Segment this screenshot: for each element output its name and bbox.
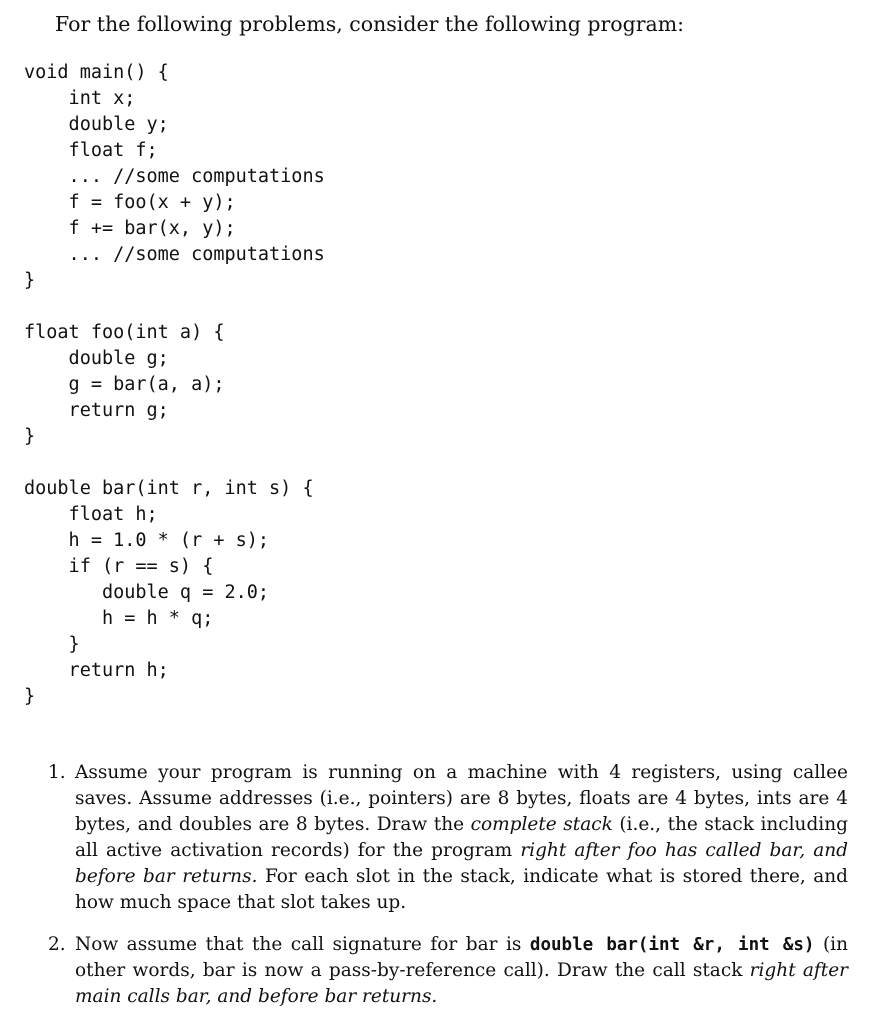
inline-code: double bar(int &r, int &s) <box>529 935 815 955</box>
problem-text: Now assume that the call signature for bar is <box>75 934 530 955</box>
code-line <box>24 294 325 320</box>
code-line: void main() { <box>24 62 169 83</box>
problem-list <box>48 760 848 1010</box>
problem-text: (in other words, bar is now a pass-by-reference call). Draw the call stack <box>75 934 849 981</box>
code-line: } <box>24 270 36 291</box>
emphasis-text: complete stack <box>470 814 613 835</box>
intro-text: For the following problems, consider the following program: <box>55 12 685 36</box>
problem-2 <box>48 932 848 1010</box>
code-line: float foo(int a) { <box>24 322 225 343</box>
code-line: ... //some computations <box>24 244 325 265</box>
code-line: int x; <box>24 88 136 109</box>
code-line <box>24 450 325 476</box>
code-line: double g; <box>24 348 169 369</box>
emphasis-text: right after foo has called bar, and before bar returns. <box>75 840 848 887</box>
code-listing <box>24 60 325 710</box>
code-line: return g; <box>24 400 169 421</box>
emphasis-text: right after main calls bar, and before bar returns. <box>75 960 848 1007</box>
problem-text: For each slot in the stack, indicate what is stored there, and how much space that slot takes up. <box>75 866 848 913</box>
code-line: float f; <box>24 140 158 161</box>
code-line: return h; <box>24 660 169 681</box>
code-line: double y; <box>24 114 169 135</box>
code-line: } <box>24 634 80 655</box>
problem-1 <box>48 760 848 916</box>
code-line: f += bar(x, y); <box>24 218 236 239</box>
code-line: if (r == s) { <box>24 556 214 577</box>
code-line: double bar(int r, int s) { <box>24 478 314 499</box>
code-line: float h; <box>24 504 158 525</box>
code-line: ... //some computations <box>24 166 325 187</box>
code-line: double q = 2.0; <box>24 582 270 603</box>
code-line: } <box>24 426 36 447</box>
code-line: } <box>24 686 36 707</box>
code-line: h = h * q; <box>24 608 214 629</box>
code-line: h = 1.0 * (r + s); <box>24 530 270 551</box>
problem-text: (i.e., the stack including all active activation records) for the program <box>75 814 848 861</box>
problem-text: Assume your program is running on a machine with 4 registers, using callee saves. Assume addresses (i.e., pointers) are 8 bytes, floats are 4 bytes, ints are 4 bytes, and doubles are 8 bytes. Draw the <box>75 762 848 835</box>
code-line: g = bar(a, a); <box>24 374 225 395</box>
code-line: f = foo(x + y); <box>24 192 236 213</box>
problem-number: 2. <box>48 934 66 955</box>
problem-number: 1. <box>48 762 66 783</box>
